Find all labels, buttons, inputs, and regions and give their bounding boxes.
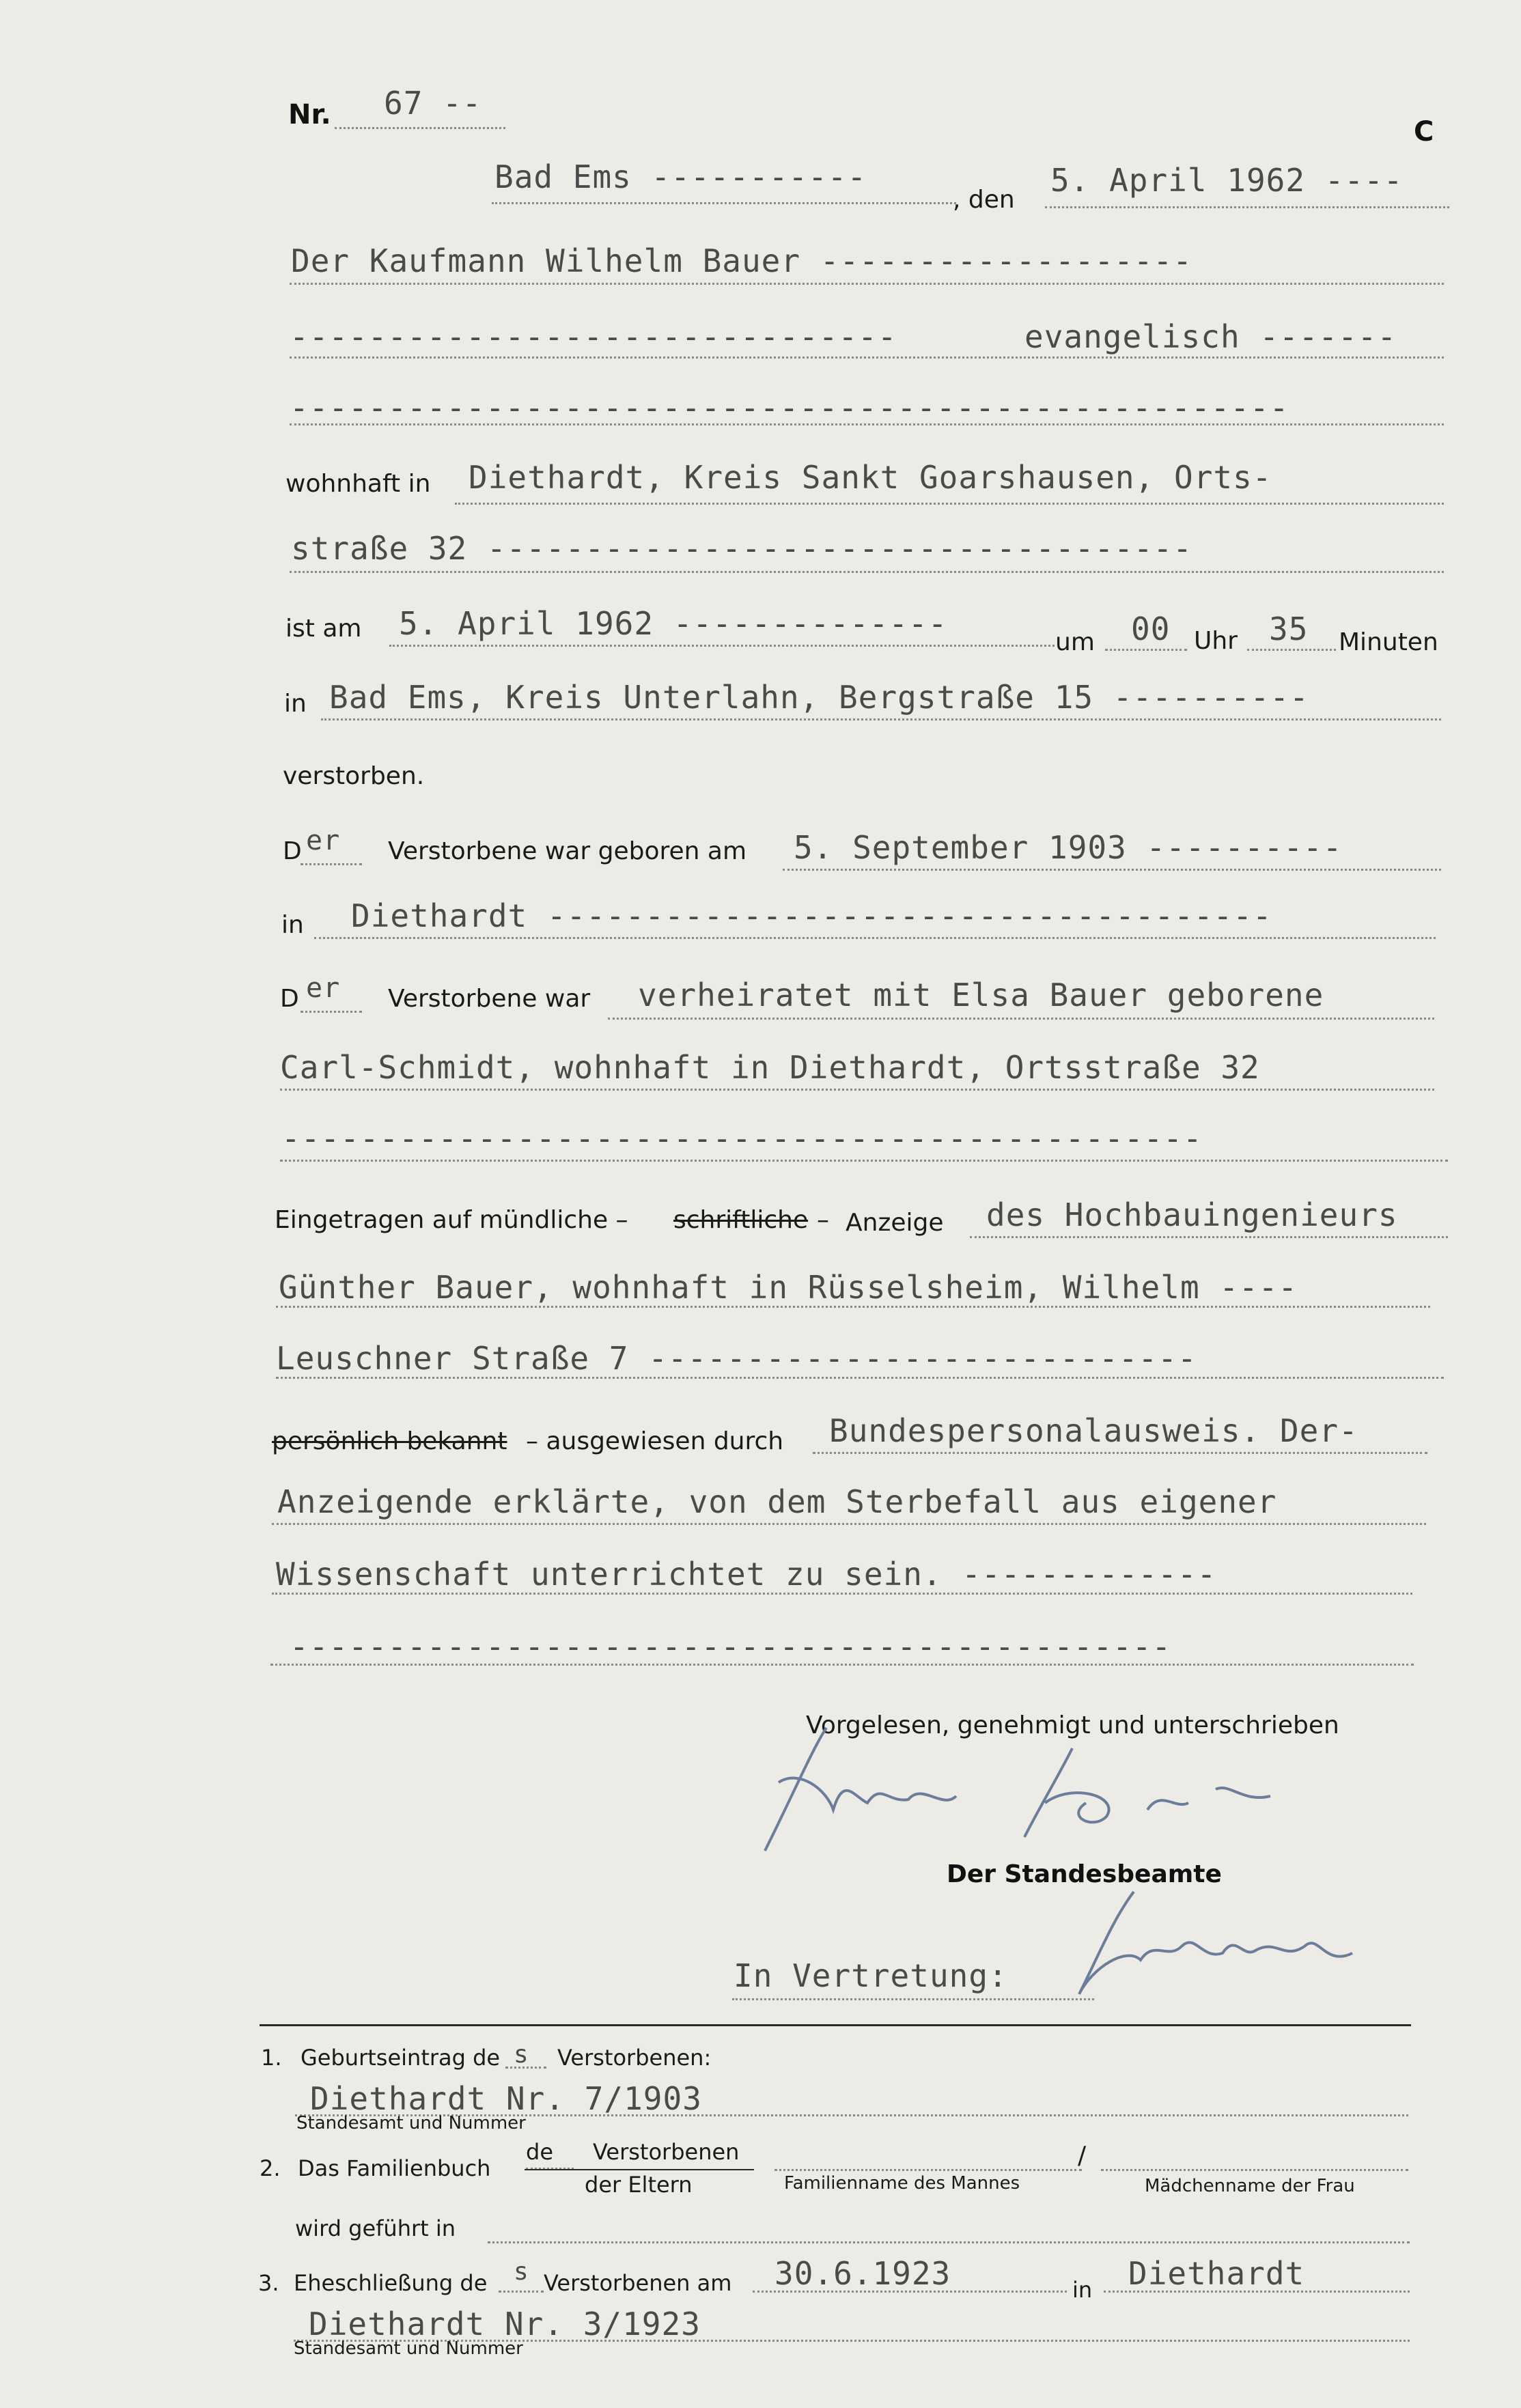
nr-underline bbox=[335, 127, 505, 129]
ehe-date-underline bbox=[753, 2291, 1067, 2293]
marital-der-typed: er bbox=[306, 972, 341, 1004]
footer-item2-number: 2. bbox=[260, 2155, 281, 2181]
person-line1: Der Kaufmann Wilhelm Bauer ------------------- bbox=[291, 242, 1192, 279]
nr-value: 67 -- bbox=[384, 85, 482, 122]
standesbeamte-label: Der Standesbeamte bbox=[947, 1860, 1222, 1888]
death-place: Bad Ems, Kreis Unterlahn, Bergstraße 15 ---------- bbox=[329, 679, 1309, 716]
id-line4: --------------------------------------------- bbox=[290, 1628, 1172, 1665]
vertretung-label: In Vertretung: bbox=[734, 1957, 1008, 1994]
person-line2-dashes: ------------------------------- bbox=[290, 318, 897, 355]
wohnhaft-label: wohnhaft in bbox=[285, 470, 431, 498]
id-line3: Wissenschaft unterrichtet zu sein. ------------- bbox=[276, 1556, 1217, 1593]
marital-status1-underline bbox=[608, 1018, 1434, 1020]
id-line3-underline bbox=[272, 1593, 1412, 1595]
report-text1: des Hochbauingenieurs bbox=[986, 1196, 1398, 1233]
geburtseintrag-s-underline bbox=[505, 2067, 546, 2069]
ehe-in-label: in bbox=[1072, 2277, 1093, 2303]
geburt-value: Diethardt Nr. 7/1903 bbox=[310, 2080, 702, 2117]
familienbuch-fraction-line bbox=[525, 2169, 754, 2170]
address-line2-underline bbox=[290, 571, 1444, 573]
persoenlich-struck: persönlich bekannt bbox=[272, 1427, 507, 1455]
familienname-slash: / bbox=[1078, 2142, 1087, 2170]
birth-label: Verstorbene war geboren am bbox=[388, 837, 747, 865]
death-place-underline bbox=[321, 718, 1441, 720]
religion-value: evangelisch ------- bbox=[1024, 318, 1397, 355]
uhr-label: Uhr bbox=[1194, 627, 1238, 655]
address-line2: straße 32 ------------------------------------ bbox=[291, 530, 1192, 567]
marital-status2: Carl-Schmidt, wohnhaft in Diethardt, Ortsstraße 32 bbox=[280, 1049, 1260, 1086]
verstorben-label: verstorben. bbox=[283, 762, 425, 790]
death-hour: 00 bbox=[1131, 611, 1171, 647]
birth-place-underline bbox=[314, 937, 1436, 939]
birth-in-label: in bbox=[281, 911, 304, 939]
wird-gefuehrt-label: wird geführt in bbox=[295, 2215, 456, 2241]
birth-date-underline bbox=[783, 869, 1441, 871]
death-minute-underline bbox=[1247, 649, 1336, 651]
death-date: 5. April 1962 -------------- bbox=[399, 605, 948, 642]
minuten-label: Minuten bbox=[1339, 628, 1438, 656]
place-underline bbox=[492, 202, 956, 204]
familienbuch-verstorbenen: Verstorbenen bbox=[593, 2139, 740, 2165]
maedchenname-label: Mädchenname der Frau bbox=[1145, 2176, 1355, 2196]
report-text3: Leuschner Straße 7 ---------------------------- bbox=[276, 1340, 1197, 1377]
birth-d-label: D bbox=[283, 837, 302, 865]
schriftliche-struck: schriftliche bbox=[673, 1206, 809, 1234]
footer-item1-number: 1. bbox=[261, 2045, 282, 2071]
eingetragen-label: Eingetragen auf mündliche – bbox=[275, 1206, 628, 1234]
id-line2: Anzeigende erklärte, von dem Sterbefall aus eigener bbox=[277, 1483, 1277, 1520]
der-eltern-label: der Eltern bbox=[585, 2172, 693, 2198]
person-line3-underline bbox=[290, 423, 1444, 425]
maedchenname-underline bbox=[1101, 2169, 1408, 2171]
id-line1: Bundespersonalausweis. Der- bbox=[829, 1412, 1358, 1449]
birth-der-underline bbox=[301, 863, 362, 865]
report-text3-underline bbox=[276, 1377, 1444, 1379]
death-in-label: in bbox=[284, 690, 307, 718]
um-label: um bbox=[1055, 628, 1095, 656]
anzeige-label: Anzeige bbox=[846, 1209, 944, 1237]
ehe-place-underline bbox=[1104, 2291, 1410, 2293]
id-line4-underline bbox=[270, 1664, 1414, 1666]
eheschliessung-label: Eheschließung de bbox=[294, 2270, 488, 2296]
ehe-value: Diethardt Nr. 3/1923 bbox=[309, 2306, 701, 2342]
familienname-underline bbox=[775, 2169, 1082, 2171]
address-line1: Diethardt, Kreis Sankt Goarshausen, Orts- bbox=[469, 459, 1272, 496]
familienname-label: Familienname des Mannes bbox=[784, 2173, 1020, 2194]
geburtseintrag-s-typed: s bbox=[514, 2041, 529, 2069]
birth-der-typed: er bbox=[306, 825, 341, 856]
eheschliessung-s-typed: s bbox=[514, 2258, 529, 2286]
date-underline bbox=[1045, 206, 1449, 208]
vertretung-underline bbox=[732, 1998, 1094, 2000]
person-line2-underline bbox=[290, 356, 1444, 359]
date-value: 5. April 1962 ---- bbox=[1050, 162, 1404, 199]
death-date-underline bbox=[389, 645, 1055, 647]
address-line1-underline bbox=[455, 503, 1444, 505]
person-line3: --------------------------------------------------- bbox=[290, 389, 1289, 426]
footer-item3-number: 3. bbox=[258, 2270, 279, 2296]
geburtseintrag-verstorbenen: Verstorbenen: bbox=[557, 2045, 712, 2071]
marital-status1: verheiratet mit Elsa Bauer geborene bbox=[638, 977, 1324, 1013]
ehe-date: 30.6.1923 bbox=[775, 2255, 951, 2292]
death-hour-underline bbox=[1105, 649, 1187, 651]
id-line1-underline bbox=[813, 1452, 1427, 1454]
eheschliessung-s-underline bbox=[499, 2291, 544, 2293]
vorgelesen-label: Vorgelesen, genehmigt und unterschrieben bbox=[806, 1711, 1339, 1739]
marital-line3: ----------------------------------------------- bbox=[281, 1120, 1203, 1157]
ehe-place: Diethardt bbox=[1128, 2255, 1305, 2292]
birth-place: Diethardt ------------------------------------- bbox=[351, 897, 1272, 934]
birth-date: 5. September 1903 ---------- bbox=[794, 829, 1343, 866]
id-line2-underline bbox=[272, 1523, 1426, 1525]
report-text2: Günther Bauer, wohnhaft in Rüsselsheim, Wilhelm ---- bbox=[279, 1269, 1298, 1306]
wird-gefuehrt-underline bbox=[488, 2241, 1410, 2243]
ausgewiesen-label: – ausgewiesen durch bbox=[526, 1427, 784, 1455]
familienbuch-label: Das Familienbuch bbox=[298, 2155, 491, 2181]
geburtseintrag-label: Geburtseintrag de bbox=[301, 2045, 501, 2071]
place-value: Bad Ems ----------- bbox=[494, 158, 867, 195]
standesamt-nummer-label-2: Standesamt und Nummer bbox=[294, 2338, 523, 2359]
informant-signature bbox=[751, 1700, 1366, 1864]
report-text1-underline bbox=[970, 1236, 1448, 1238]
death-minute: 35 bbox=[1269, 611, 1309, 647]
footer-divider bbox=[260, 2024, 1411, 2026]
marital-der-underline bbox=[301, 1011, 362, 1013]
standesamt-nummer-label-1: Standesamt und Nummer bbox=[296, 2113, 526, 2133]
marital-d-label: D bbox=[280, 985, 299, 1013]
marital-line3-underline bbox=[280, 1160, 1448, 1162]
registrar-signature bbox=[1052, 1871, 1407, 2008]
ist-am-label: ist am bbox=[285, 615, 362, 643]
eheschliessung-verstorbenen: Verstorbenen am bbox=[544, 2270, 732, 2296]
familienbuch-de-label: de bbox=[526, 2139, 553, 2165]
marital-status2-underline bbox=[280, 1089, 1434, 1091]
den-label: , den bbox=[953, 186, 1015, 214]
report-text2-underline bbox=[276, 1306, 1430, 1308]
nr-label: Nr. bbox=[288, 99, 331, 130]
person-line1-underline bbox=[290, 283, 1444, 285]
report-dash: – bbox=[817, 1206, 829, 1234]
marital-label: Verstorbene war bbox=[388, 985, 591, 1013]
corner-letter: C bbox=[1414, 116, 1434, 148]
